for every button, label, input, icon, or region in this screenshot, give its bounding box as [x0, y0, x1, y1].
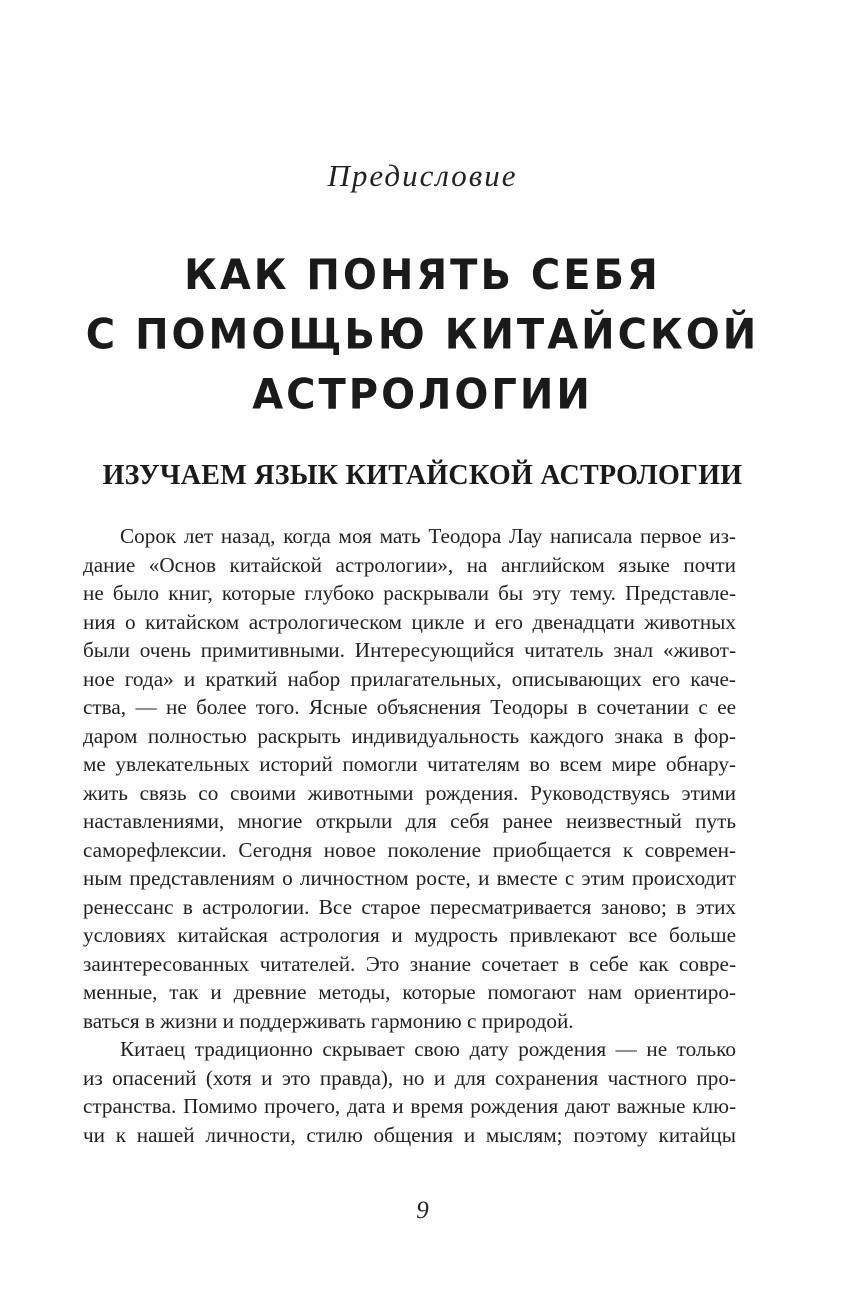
text-line: были очень примитивными. Интересующийся читатель знал «живот- [83, 638, 736, 662]
text-line: менные, так и древние методы, которые помогают нам ориентиро- [83, 980, 736, 1004]
chapter-title-line: С ПОМОЩЬЮ КИТАЙСКОЙ [85, 310, 760, 360]
text-line: ме увлекательных историй помогли читателям во всем мире обнару- [83, 752, 736, 776]
chapter-title-line: АСТРОЛОГИИ [252, 370, 593, 419]
text-line: ваться в жизни и поддерживать гармонию с природой. [83, 1008, 574, 1033]
text-line: Сорок лет назад, когда моя мать Теодора Лау написала первое из- [120, 524, 736, 548]
text-line: дание «Основ китайской астрологии», на английском языке почти [83, 552, 736, 577]
text-line: странства. Помимо прочего, дата и время рождения дают важные клю- [83, 1094, 736, 1118]
paragraph-1 [83, 522, 736, 1035]
text-line: чи к нашей личности, стилю общения и мыслям; поэтому китайцы [83, 1122, 736, 1147]
text-line: из опасений (хотя и это правда), но и для сохранения частного про- [83, 1065, 736, 1090]
text-line: ное года» и краткий набор прилагательных, описывающих его каче- [83, 666, 736, 691]
chapter-kicker: Предисловие [327, 158, 518, 193]
text-line: даром полностью раскрыть индивидуальность каждого знака в фор- [83, 723, 736, 748]
text-line: саморефлексии. Сегодня новое поколение приобщается к современ- [83, 837, 736, 862]
text-line: ства, — не более того. Ясные объяснения Теодоры в сочетании с ее [83, 695, 736, 719]
chapter-title-line: КАК ПОНЯТЬ СЕБЯ [184, 250, 661, 300]
section-heading: ИЗУЧАЕМ ЯЗЫК КИТАЙСКОЙ АСТРОЛОГИИ [102, 460, 743, 491]
text-line: ния о китайском астрологическом цикле и его двенадцати животных [83, 609, 736, 634]
body-text [83, 522, 736, 1149]
text-line: не было книг, которые глубоко раскрывали бы эту тему. Представле- [83, 581, 736, 605]
text-line: ным представлениям о личностном росте, и вместе с этим происходит [83, 866, 736, 890]
paragraph-2 [83, 1035, 736, 1149]
text-line: наставлениями, многие открыли для себя ранее неизвестный путь [83, 809, 736, 833]
chapter-title [0, 246, 845, 426]
text-line: жить связь со своими животными рождения. Руководствуясь этими [83, 780, 736, 805]
page-number: 9 [416, 1197, 429, 1224]
text-line: Китаец традиционно скрывает свою дату рождения — не только [120, 1037, 736, 1061]
text-line: ренессанс в астрологии. Все старое пересматривается заново; в этих [83, 894, 736, 919]
text-line: заинтересованных читателей. Это знание сочетает в себе как совре- [83, 951, 736, 976]
text-line: условиях китайская астрология и мудрость привлекают все больше [83, 923, 736, 947]
